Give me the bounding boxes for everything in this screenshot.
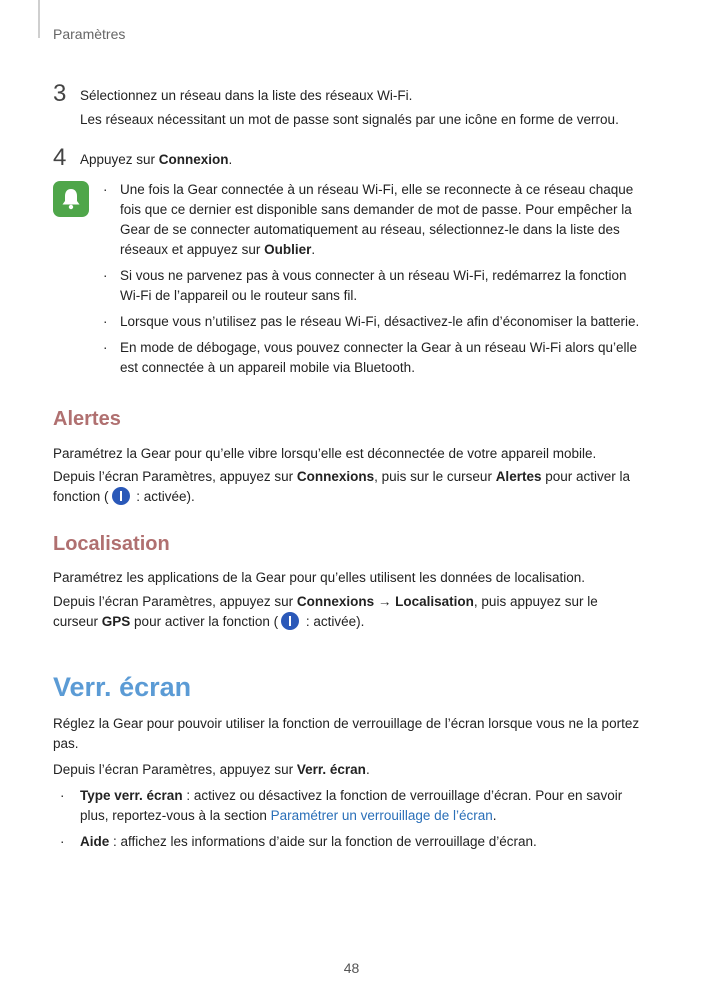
localisation-intro: Paramétrez les applications de la Gear pour qu’elles utilisent les données de localisation. bbox=[53, 570, 586, 585]
verr-instructions: Depuis l’écran Paramètres, appuyez sur Verr. écran. bbox=[53, 762, 370, 777]
step-subtext: Les réseaux nécessitant un mot de passe sont signalés par une icône en forme de verrou. bbox=[80, 112, 619, 127]
note-item: · Une fois la Gear connectée à un réseau Wi-Fi, elle se reconnecte à ce réseau chaque fois que ce dernier est disponible sans demander de mot de passe. Pour empêcher la Gear de se connecter automatiquement au réseau, sélectionnez-le dans la liste des réseaux et appuyez sur Oublier. bbox=[103, 182, 634, 257]
note-item: · Lorsque vous n’utilisez pas le réseau Wi-Fi, désactivez-le afin d’économiser la batterie. bbox=[103, 314, 640, 329]
list-item: · Aide : affichez les informations d’aide sur la fonction de verrouillage d’écran. bbox=[60, 834, 537, 849]
header-rule bbox=[38, 0, 40, 38]
toggle-on-icon bbox=[112, 487, 130, 505]
toggle-on-icon bbox=[281, 612, 299, 630]
step-number: 4 bbox=[53, 144, 67, 171]
note-list bbox=[100, 180, 645, 384]
step-text: Sélectionnez un réseau dans la liste des réseaux Wi-Fi. bbox=[80, 88, 413, 103]
alertes-instructions: Depuis l’écran Paramètres, appuyez sur Connexions, puis sur le curseur Alertes pour activer la fonction ( : activée). bbox=[53, 469, 631, 504]
localisation-heading: Localisation bbox=[53, 533, 170, 555]
note-item: · Si vous ne parvenez pas à vous connecter à un réseau Wi-Fi, redémarrez la fonction Wi-Fi de l’appareil ou le routeur sans fil. bbox=[103, 268, 627, 303]
step-number: 3 bbox=[53, 80, 67, 107]
note-item: · En mode de débogage, vous pouvez connecter la Gear à un réseau Wi-Fi alors qu’elle est connectée à un appareil mobile via Bluetooth. bbox=[103, 340, 638, 375]
page-number: 48 bbox=[343, 960, 360, 976]
verr-ecran-heading: Verr. écran bbox=[53, 672, 192, 702]
alertes-intro: Paramétrez la Gear pour qu’elle vibre lorsqu’elle est déconnectée de votre appareil mobile. bbox=[53, 446, 597, 461]
alertes-heading: Alertes bbox=[53, 408, 121, 430]
list-item: · Type verr. écran : activez ou désactivez la fonction de verrouillage d’écran. Pour en savoir plus, reportez-vous à la section Paramétrer un verrouillage de l’écran. bbox=[60, 788, 623, 823]
verr-intro: Réglez la Gear pour pouvoir utiliser la fonction de verrouillage de l’écran lorsque vous ne la portez pas. bbox=[53, 716, 640, 751]
note-bell-icon bbox=[53, 181, 89, 217]
section-header: Paramètres bbox=[53, 26, 126, 42]
verr-options bbox=[60, 786, 645, 858]
lock-screen-link[interactable]: Paramétrer un verrouillage de l’écran bbox=[270, 808, 493, 823]
localisation-instructions: Depuis l’écran Paramètres, appuyez sur Connexions → Localisation, puis appuyez sur le curseur GPS pour activer la fonction ( : activée). bbox=[53, 594, 598, 629]
step-text: Appuyez sur Connexion. bbox=[80, 152, 233, 167]
